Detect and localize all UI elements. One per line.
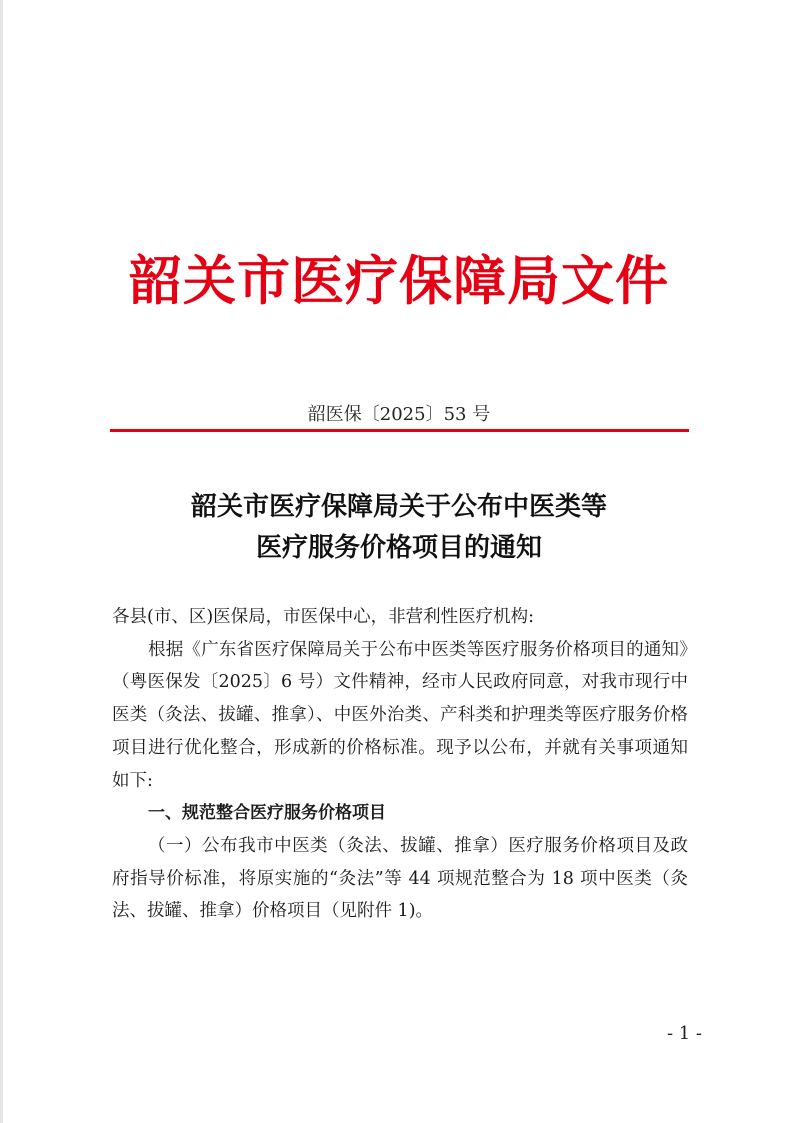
red-divider-line (110, 429, 689, 432)
salutation: 各县(市、区)医保局，市医保中心，非营利性医疗机构: (112, 607, 535, 627)
section-heading: 一、规范整合医疗服务价格项目 (148, 803, 386, 824)
letterhead-title: 韶关市医疗保障局文件 (129, 250, 669, 312)
document-title-line-2: 医疗服务价格项目的通知 (255, 533, 542, 563)
document-body (112, 601, 688, 928)
document-number: 韶医保〔2025〕53 号 (307, 404, 491, 425)
body-paragraph: （一）公布我市中医类（灸法、拔罐、推拿）医疗服务价格项目及政府指导价标准，将原实施的“灸法”等 44 项规范整合为 18 项中医类（灸法、拔罐、推拿）价格项目（见附件 1)。 (112, 835, 688, 922)
body-paragraph: 根据《广东省医疗保障局关于公布中医类等医疗服务价格项目的通知》（粤医保发〔2025〕6 号）文件精神，经市人民政府同意，对我市现行中医类（灸法、拔罐、推拿）、中医外治类、产科类和护理类等医疗服务价格项目进行优化整合，形成新的价格标准。现予以公布，并就有关事项通知如下: (112, 639, 688, 791)
page-number: - 1 - (666, 1023, 702, 1044)
document-title (0, 487, 798, 569)
document-title-line-1: 韶关市医疗保障局关于公布中医类等 (190, 492, 607, 522)
